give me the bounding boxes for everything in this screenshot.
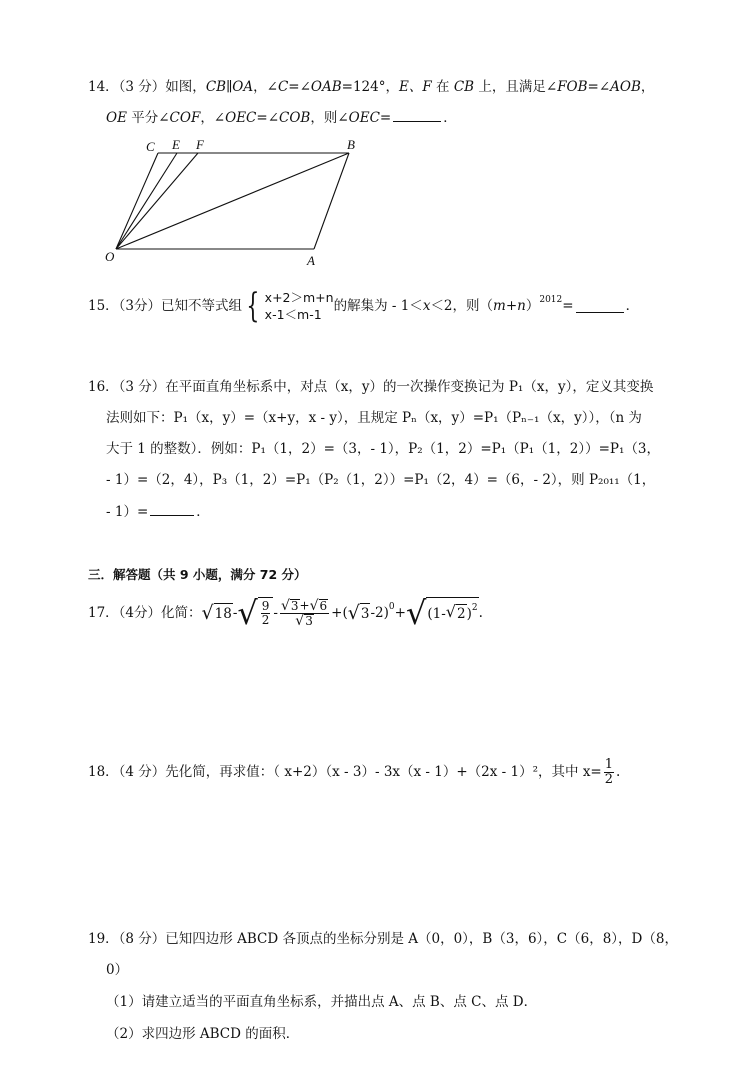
q19-part2: （2）求四边形 ABCD 的面积． <box>106 1026 300 1042</box>
q14-text: OEC <box>348 110 380 126</box>
q19-part1: （1）请建立适当的平面直角坐标系，并描出点 A、点 B、点 C、点 D． <box>106 994 538 1010</box>
q18-text: . <box>616 764 621 780</box>
q14-text: = <box>379 110 392 126</box>
segment-ob <box>116 153 349 249</box>
q14-text: 14．（3 分）如图， <box>88 79 206 95</box>
label-f: F <box>196 137 204 152</box>
q14-text: =124°， <box>341 79 399 95</box>
q17-text: 17．（4分）化简： <box>88 605 202 621</box>
q14-text: 上，且满足∠ <box>474 79 558 95</box>
label-c: C <box>146 139 155 154</box>
q18-line <box>88 755 620 789</box>
q17-text: . <box>478 605 483 621</box>
inequality-1: x+2＞m+n <box>264 290 334 305</box>
q15-text: ） <box>525 298 540 314</box>
q19-line2: 0） <box>106 962 129 978</box>
q14-text: 平分∠ <box>126 110 170 126</box>
q14-text: =∠ <box>288 79 311 95</box>
segment-ba <box>314 153 349 249</box>
q14-text: ，则∠ <box>310 110 349 126</box>
q14-text: 在 <box>431 79 454 95</box>
label-e: E <box>172 137 180 152</box>
q15-text: ＜2，则（ <box>430 298 494 314</box>
q17-line: 17．（4分）化简： √ 18 - √ $\frac{9}{2}$ - √ 3 + √ 6 √ 3 +( √ 3 -2 ) 0 + √ (1- √ 2 ) 2 . <box>88 594 483 632</box>
q14-text: C <box>277 79 289 95</box>
q16-line5 <box>106 502 210 521</box>
sqrt-18: √ 18 <box>201 602 232 624</box>
q14-text: FOB <box>557 79 588 95</box>
q14-text: COF <box>169 110 201 126</box>
q16-line4: - 1）=（2，4），P₃（1，2）=P₁（P₂（1，2））=P₁（2，4）=（6，- 2），则 P₂₀₁₁（1， <box>106 472 656 488</box>
q14-text: CB <box>453 79 475 95</box>
q14-parallelogram-figure <box>100 135 370 270</box>
q14-text: OEC <box>225 110 257 126</box>
sqrt-9-over-2: √ $\frac{9}{2}$ <box>237 597 273 629</box>
q15-text: = <box>562 298 574 314</box>
q14-text: =∠ <box>587 79 611 95</box>
q14-text: COB <box>279 110 311 126</box>
q15-exponent: 2012 <box>539 295 563 305</box>
inequality-2: x-1＜m-1 <box>264 307 322 322</box>
q15-line <box>88 286 639 326</box>
q16-line3: 大于 1 的整数）．例如：P₁（1，2）=（3，- 1），P₂（1，2）=P₁（P₁（1，2））=P₁（3， <box>106 441 660 457</box>
exponent-zero: 0 <box>388 602 395 612</box>
q15-text: m+n <box>493 298 526 314</box>
q14-text: ，∠ <box>253 79 278 95</box>
label-a: A <box>307 253 315 268</box>
q14-text: CB∥OA <box>205 79 254 95</box>
q14-text: OE <box>106 110 127 126</box>
label-o: O <box>105 249 115 264</box>
segment-oe <box>116 153 177 249</box>
q14-text: AOB <box>610 79 641 95</box>
q19-line1: 19．（8 分）已知四边形 ABCD 各顶点的坐标分别是 A（0，0），B（3，6），C（6，8），D（8， <box>88 931 678 947</box>
q16-line2: 法则如下：P₁（x，y）=（x+y，x - y），且规定 Pₙ（x，y）=P₁（Pₙ₋₁（x，y）），（n 为 <box>106 410 642 426</box>
q14-text: ． <box>443 110 457 126</box>
sqrt-3: √ 3 <box>347 602 370 624</box>
fraction-half: $\frac{1}{2}$ <box>604 756 614 787</box>
sqrt-square: √ (1- √ 2 ) 2 <box>405 594 478 632</box>
answer-blank[interactable] <box>150 502 194 516</box>
q15-text: 15．（3分）已知不等式组 <box>88 298 243 314</box>
inequality-system <box>265 289 334 323</box>
fraction-sqrt: √ 3 + √ 6 √ 3 <box>280 597 328 629</box>
q14-text: ， <box>640 79 655 95</box>
segment-of <box>116 153 198 249</box>
q16-text: ． <box>196 504 210 520</box>
q16-line1: 16．（3 分）在平面直角坐标系中，对点（x，y）的一次操作变换记为 P₁（x，y），定义其变换 <box>88 379 654 395</box>
q14-line1 <box>88 78 654 96</box>
q14-text: ，∠ <box>200 110 226 126</box>
q14-text: =∠ <box>256 110 280 126</box>
brace-icon: { <box>246 286 260 326</box>
answer-blank[interactable] <box>576 299 624 313</box>
q15-text: x <box>422 298 431 314</box>
q18-text: 18．（4 分）先化简，再求值：（ x+2）（x - 3）- 3x（x - 1）+（2x - 1）²，其中 x= <box>88 764 602 780</box>
section-heading: 三．解答题（共 9 小题，满分 72 分） <box>88 567 307 582</box>
answer-blank[interactable] <box>393 108 441 122</box>
label-b: B <box>347 137 355 152</box>
q15-text: 的解集为 - 1＜ <box>333 298 423 314</box>
q14-text: OAB <box>310 79 342 95</box>
q14-text: E、F <box>399 79 432 95</box>
q16-text: - 1）= <box>106 504 149 520</box>
q14-line2 <box>106 108 457 127</box>
q15-text: ． <box>625 298 640 314</box>
